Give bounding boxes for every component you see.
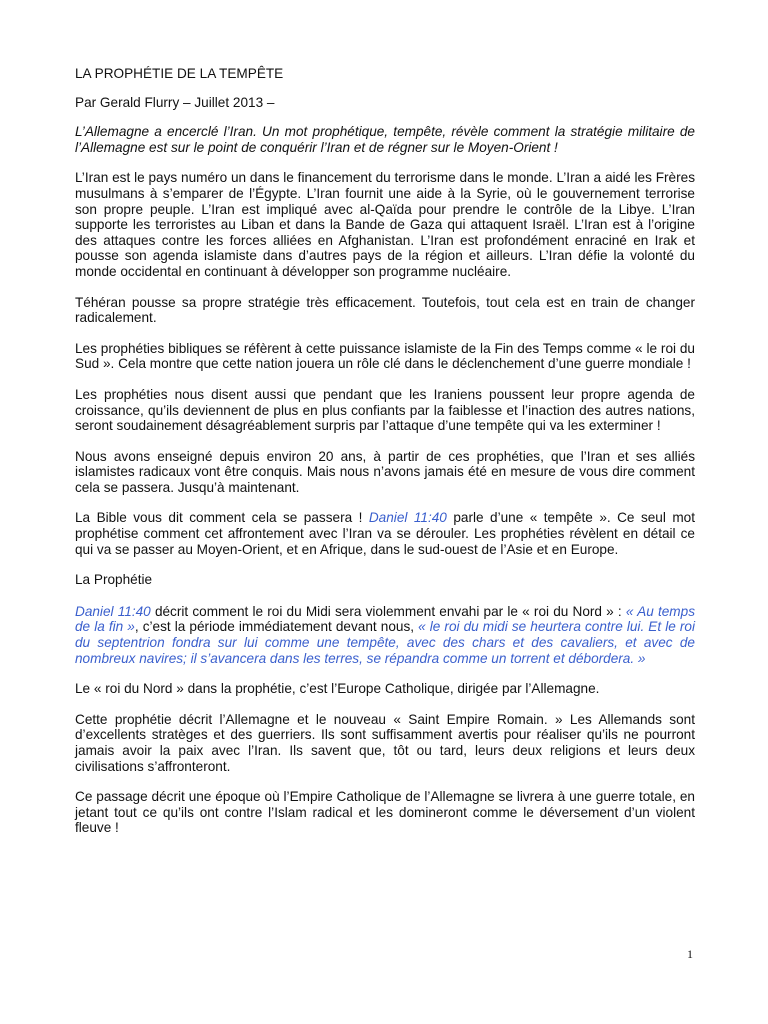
paragraph-teheran: Téhéran pousse sa propre stratégie très efficacement. Toutefois, tout cela est en train de changer radicalement. — [75, 294, 695, 326]
paragraph-iran-terrorism: L’Iran est le pays numéro un dans le financement du terrorisme dans le monde. L’Iran a aidé les Frères musulmans à s’emparer de l’Égypte. L’Iran fournit une aide à la Syrie, où le gouvernement terrorise son propre peuple. L’Iran est impliqué avec al-Qaïda pour prendre le contrôle de la Libye. L’Iran supporte les terroristes au Liban et dans la Bande de Gaza qui attaquent Israël. L’Iran est à l’origine des attaques contre les forces alliées en Afghanistan. L’Iran est profondément enraciné en Irak et pousse son agenda islamiste dans d’autres pays de la région et ailleurs. L’Iran défie la volonté du monde occidental en continuant à développer son programme nucléaire. — [75, 170, 695, 279]
scripture-quote: « Au temps de la fin » — [75, 603, 695, 635]
byline: Par Gerald Flurry – Juillet 2013 – — [75, 94, 275, 110]
paragraph-saint-empire: Cette prophétie décrit l’Allemagne et le nouveau « Saint Empire Romain. » Les Allemands sont d’excellents stratèges et des guerriers. Ils sont suffisamment avertis pour réaliser qu’ils ne pourront jamais avoir la paix avec l’Iran. Ils savent que, tôt ou tard, leurs deux religions et leurs deux civilisations s’affronteront. — [75, 711, 695, 774]
paragraph-bible-tempete — [75, 510, 695, 557]
document-title: LA PROPHÉTIE DE LA TEMPÊTE — [75, 66, 284, 81]
intro-lead: L’Allemagne a encerclé l’Iran. — [75, 124, 257, 140]
p6-after: parle d’une « tempête ». Ce seul mot prophétise comment cet affrontement avec l’Iran va se dérouler. Les prophéties révèlent en détail ce qui va se passer au Moyen-Orient, et en Afrique, dans le sud-ouest de l’Asie et en Europe. — [75, 510, 695, 557]
scripture-reference: Daniel 11:40 — [75, 603, 151, 619]
scripture-reference: Daniel 11:40 — [368, 510, 447, 526]
scripture-quote: « le roi du midi se heurtera contre lui. Et le roi du septentrion fondra sur lui comme une tempête, avec des chars et des cavaliers, et avec de nombreux navires; il s’avancera dans les terres, se répandra comme un torrent et débordera. » — [75, 619, 695, 666]
p6-before: La Bible vous dit comment cela se passera ! — [75, 510, 369, 526]
page-number: 1 — [687, 947, 693, 961]
p7-mid: décrit comment le roi du Midi sera violemment envahi par le « roi du Nord » : — [150, 603, 626, 619]
paragraph-roi-du-nord: Le « roi du Nord » dans la prophétie, c’est l’Europe Catholique, dirigée par l’Allemagne. — [75, 681, 600, 697]
p7-mid2: , c’est la période immédiatement devant nous, — [134, 619, 419, 635]
paragraph-guerre-totale: Ce passage décrit une époque où l’Empire Catholique de l’Allemagne se livrera à une guerre totale, en jetant tout ce qu’ils ont contre l’Islam radical et les domineront comme le déversement d’un violent fleuve ! — [75, 789, 695, 836]
paragraph-roi-du-sud: Les prophéties bibliques se réfèrent à cette puissance islamiste de la Fin des Temps comme « le roi du Sud ». Cela montre que cette nation jouera un rôle clé dans le déclenchement d’une guerre mondiale ! — [75, 340, 695, 372]
paragraph-iraniens: Les prophéties nous disent aussi que pendant que les Iraniens poussent leur propre agenda de croissance, qu’ils deviennent de plus en plus confiants par la faiblesse et l’inaction des autres nations, seront soudainement désagréablement surpris par l’attaque d’une tempête qui va les exterminer ! — [75, 386, 695, 434]
intro-rest: Un mot prophétique, tempête, révèle comment la stratégie militaire de l’Allemagne est sur le point de conquérir l’Iran et de régner sur le Moyen-Orient ! — [75, 124, 695, 155]
paragraph-daniel-quote — [75, 604, 695, 666]
section-heading: La Prophétie — [75, 572, 153, 588]
paragraph-vingt-ans: Nous avons enseigné depuis environ 20 ans, à partir de ces prophéties, que l’Iran et ses alliés islamistes radicaux vont être conquis. Mais nous n’avons jamais été en mesure de vous dire comment cela se passera. Jusqu’à maintenant. — [75, 448, 695, 495]
intro-paragraph — [75, 124, 695, 155]
